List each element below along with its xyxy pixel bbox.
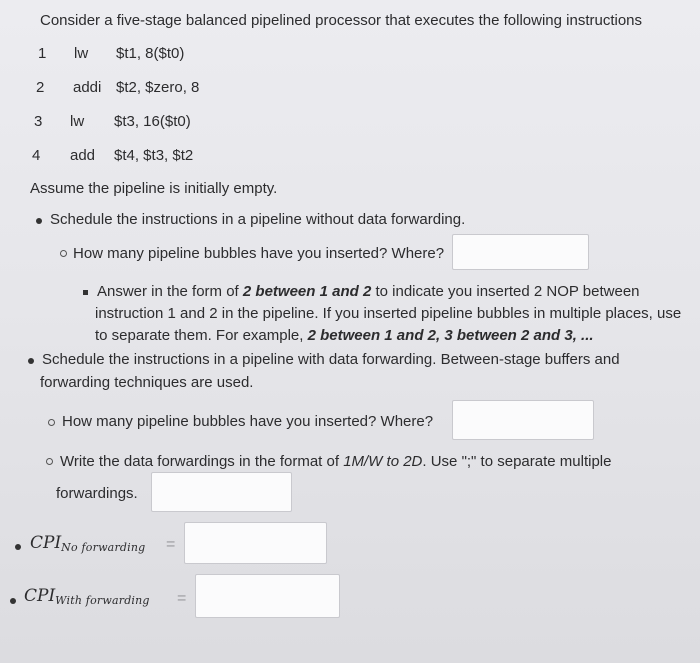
part1-note-line3 bbox=[95, 327, 594, 344]
part1-question: How many pipeline bubbles have you inserted? Where? bbox=[73, 245, 445, 262]
forward-example: 1M/W to 2D bbox=[343, 453, 423, 470]
equals-sign: = bbox=[177, 590, 187, 607]
instruction-args: $t4, $t3, $t2 bbox=[114, 147, 194, 164]
part2-bubbles-answer-box[interactable] bbox=[452, 400, 594, 440]
cpi-no-forwarding-label bbox=[30, 533, 145, 553]
part1-note-line2: instruction 1 and 2 in the pipeline. If you inserted pipeline bubbles in multiple places, use bbox=[95, 305, 682, 322]
instruction-op: lw bbox=[74, 45, 89, 62]
part2-forward-line1 bbox=[60, 453, 611, 470]
note-example: 2 between 1 and 2 bbox=[242, 283, 372, 300]
cpi-subscript: No forwarding bbox=[61, 541, 146, 554]
bullet-disc-icon bbox=[28, 358, 34, 364]
note-text: Answer in the form of bbox=[97, 283, 243, 300]
instruction-number: 1 bbox=[38, 45, 47, 62]
assume-text: Assume the pipeline is initially empty. bbox=[30, 180, 278, 197]
cpi-symbol: CPI bbox=[24, 586, 56, 606]
forwardings-answer-box[interactable] bbox=[151, 472, 292, 512]
part1-bubbles-answer-box[interactable] bbox=[452, 234, 589, 270]
part2-question: How many pipeline bubbles have you inserted? Where? bbox=[62, 413, 434, 430]
instruction-op: lw bbox=[70, 113, 85, 130]
bullet-disc-icon bbox=[15, 544, 21, 550]
cpi-symbol: CPI bbox=[30, 533, 62, 553]
part2-forward-line2: forwardings. bbox=[56, 485, 138, 502]
intro-text: Consider a five-stage balanced pipelined processor that executes the following instructions bbox=[40, 12, 643, 29]
note-example: 2 between 1 and 2, 3 between 2 and 3, ... bbox=[307, 327, 594, 344]
instruction-op: add bbox=[70, 147, 96, 164]
bullet-circle-icon bbox=[48, 419, 55, 426]
note-text: to indicate you inserted 2 NOP between bbox=[371, 283, 640, 300]
cpi-subscript: With forwarding bbox=[55, 594, 150, 607]
bullet-circle-icon bbox=[60, 250, 67, 257]
forward-text: Write the data forwardings in the format of bbox=[60, 453, 344, 470]
instruction-number: 2 bbox=[36, 79, 45, 96]
bullet-circle-icon bbox=[46, 458, 53, 465]
part1-note-line1 bbox=[97, 283, 640, 300]
instruction-args: $t3, 16($t0) bbox=[114, 113, 191, 130]
part1-bullet: Schedule the instructions in a pipeline without data forwarding. bbox=[50, 211, 466, 228]
bullet-disc-icon bbox=[36, 218, 42, 224]
equals-sign: = bbox=[166, 536, 176, 553]
cpi-no-forwarding-answer-box[interactable] bbox=[184, 522, 327, 564]
instruction-op: addi bbox=[73, 79, 102, 96]
part2-bullet-line1: Schedule the instructions in a pipeline with data forwarding. Between-stage buffers and bbox=[42, 351, 620, 368]
cpi-with-forwarding-label bbox=[24, 586, 150, 606]
instruction-args: $t1, 8($t0) bbox=[116, 45, 185, 62]
instruction-args: $t2, $zero, 8 bbox=[116, 79, 200, 96]
cpi-with-forwarding-answer-box[interactable] bbox=[195, 574, 340, 618]
forward-text: . Use ";" to separate multiple bbox=[422, 453, 612, 470]
bullet-square-icon bbox=[83, 290, 88, 295]
part2-bullet-line2: forwarding techniques are used. bbox=[40, 374, 254, 391]
note-text: to separate them. For example, bbox=[95, 327, 308, 344]
instruction-number: 4 bbox=[32, 147, 41, 164]
bullet-disc-icon bbox=[10, 598, 16, 604]
instruction-number: 3 bbox=[34, 113, 43, 130]
